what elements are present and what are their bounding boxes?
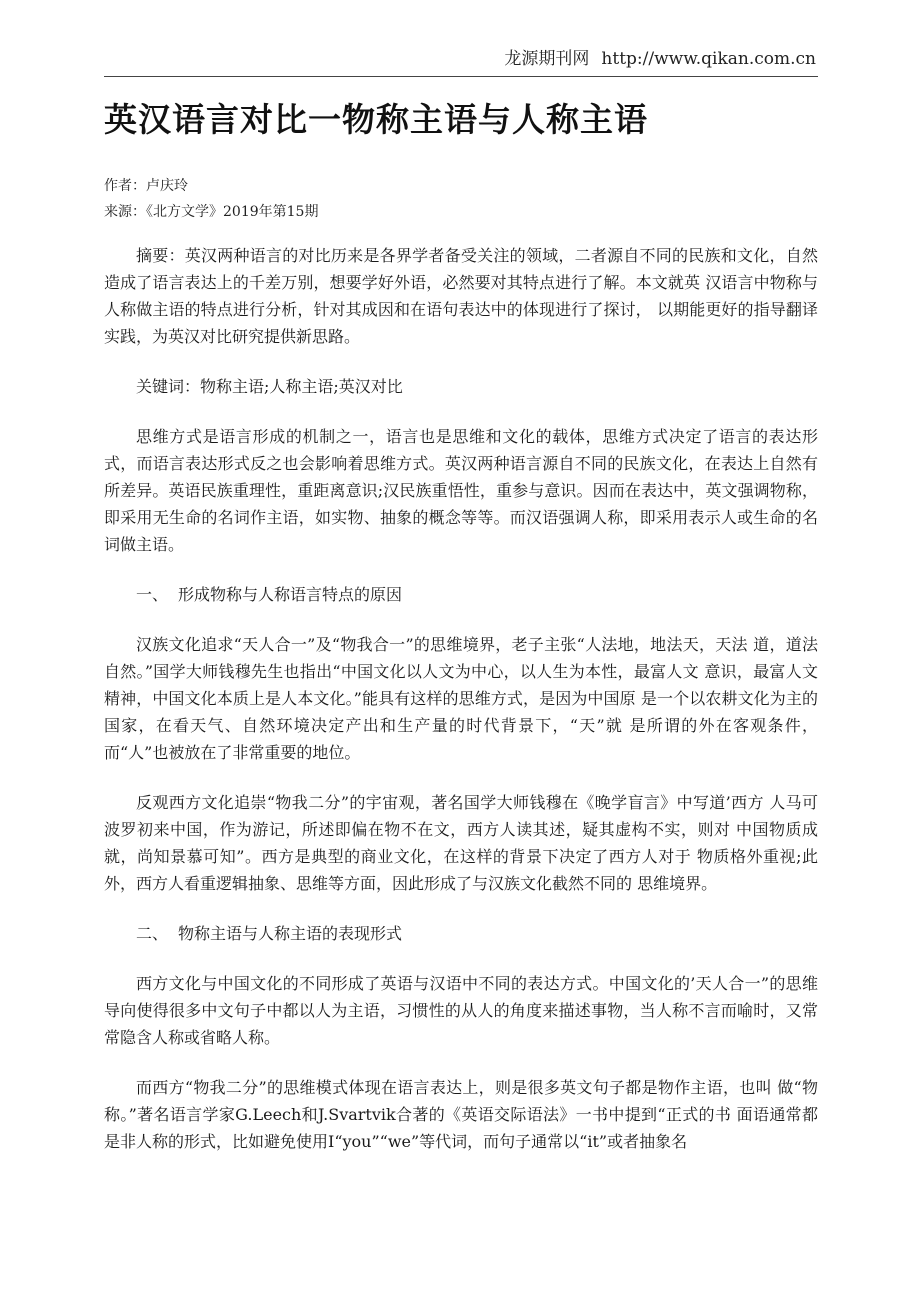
section-title: 物称主语与人称主语的表现形式 — [178, 924, 403, 943]
abstract-paragraph: 摘要：英汉两种语言的对比历来是各界学者备受关注的领域，二者源自不同的民族和文化，自然造成了语言表达上的千差万别，想要学好外语，必然要对其特点进行了解。本文就英 汉语言中物称与人称做主语的特点进行分析，针对其成因和在语句表达中的体现进行了探讨， 以期能更好的指导翻译实践，为英汉对比研究提供新思路。 — [104, 246, 818, 346]
body-paragraph: 西方文化与中国文化的不同形成了英语与汉语中不同的表达方式。中国文化的’天人合一”的思维导向使得很多中文句子中都以人为主语，习惯性的从人的角度来描述事物，当人称不言而喻时，又常常隐含人称或省略人称。 — [104, 974, 818, 1047]
article-body — [104, 242, 818, 1178]
source-line: 来源：《北方文学》2019年第15期 — [104, 204, 319, 220]
section-heading-2 — [104, 920, 818, 947]
section-title: 形成物称与人称语言特点的原因 — [178, 585, 403, 604]
section-heading-1 — [104, 581, 818, 608]
keywords-paragraph: 关键词：物称主语;人称主语;英汉对比 — [136, 377, 403, 396]
body-paragraph: 汉族文化追求“天人合一”及“物我合一”的思维境界，老子主张“人法地，地法天，天法 道，道法自然。”国学大师钱穆先生也指出“中国文化以人文为中心，以人生为本性，最富人文 意识，最富人文精神，中国文化本质上是人本文化。”能具有这样的思维方式，是因为中国原 是一个以农耕文化为主的国家，在看天气、自然环境决定产出和生产量的时代背景下，“天”就 是所谓的外在客观条件，而“人”也被放在了非常重要的地位。 — [104, 635, 818, 762]
header-divider — [104, 76, 818, 77]
author-line: 作者：卢庆玲 — [104, 178, 188, 194]
site-name: 龙源期刊网 — [504, 49, 590, 69]
body-paragraph: 反观西方文化追崇“物我二分”的宇宙观，著名国学大师钱穆在《晚学盲言》中写道’西方 人马可波罗初来中国，作为游记，所述即偏在物不在文，西方人读其述，疑其虚构不实，则对 中国物质成就，尚知景慕可知”。西方是典型的商业文化，在这样的背景下决定了西方人对于 物质格外重视;此外，西方人看重逻辑抽象、思维等方面，因此形成了与汉族文化截然不同的 思维境界。 — [104, 793, 818, 893]
body-paragraph: 而西方“物我二分”的思维模式体现在语言表达上，则是很多英文句子都是物作主语，也叫 做“物称。”著名语言学家G.Leech和J.Svartvik合著的《英语交际语法》一书中提到“正式的书 面语通常都是非人称的形式，比如避免使用I“you”“we”等代词，而句子通常以“it”或者抽象名 — [104, 1078, 818, 1151]
article-title: 英汉语言对比一物称主语与人称主语 — [104, 100, 648, 139]
section-number: 二、 — [136, 924, 169, 943]
intro-paragraph: 思维方式是语言形成的机制之一，语言也是思维和文化的载体，思维方式决定了语言的表达形式，而语言表达形式反之也会影响着思维方式。英汉两种语言源自不同的民族文化，在表达上自然有所差异。英语民族重理性，重距离意识;汉民族重悟性，重参与意识。因而在表达中，英文强调物称，即采用无生命的名词作主语，如实物、抽象的概念等等。而汉语强调人称，即采用表示人或生命的名词做主语。 — [104, 427, 818, 554]
site-url[interactable]: http://www.qikan.com.cn — [601, 49, 816, 69]
section-number: 一、 — [136, 585, 169, 604]
journal-header — [0, 44, 920, 69]
